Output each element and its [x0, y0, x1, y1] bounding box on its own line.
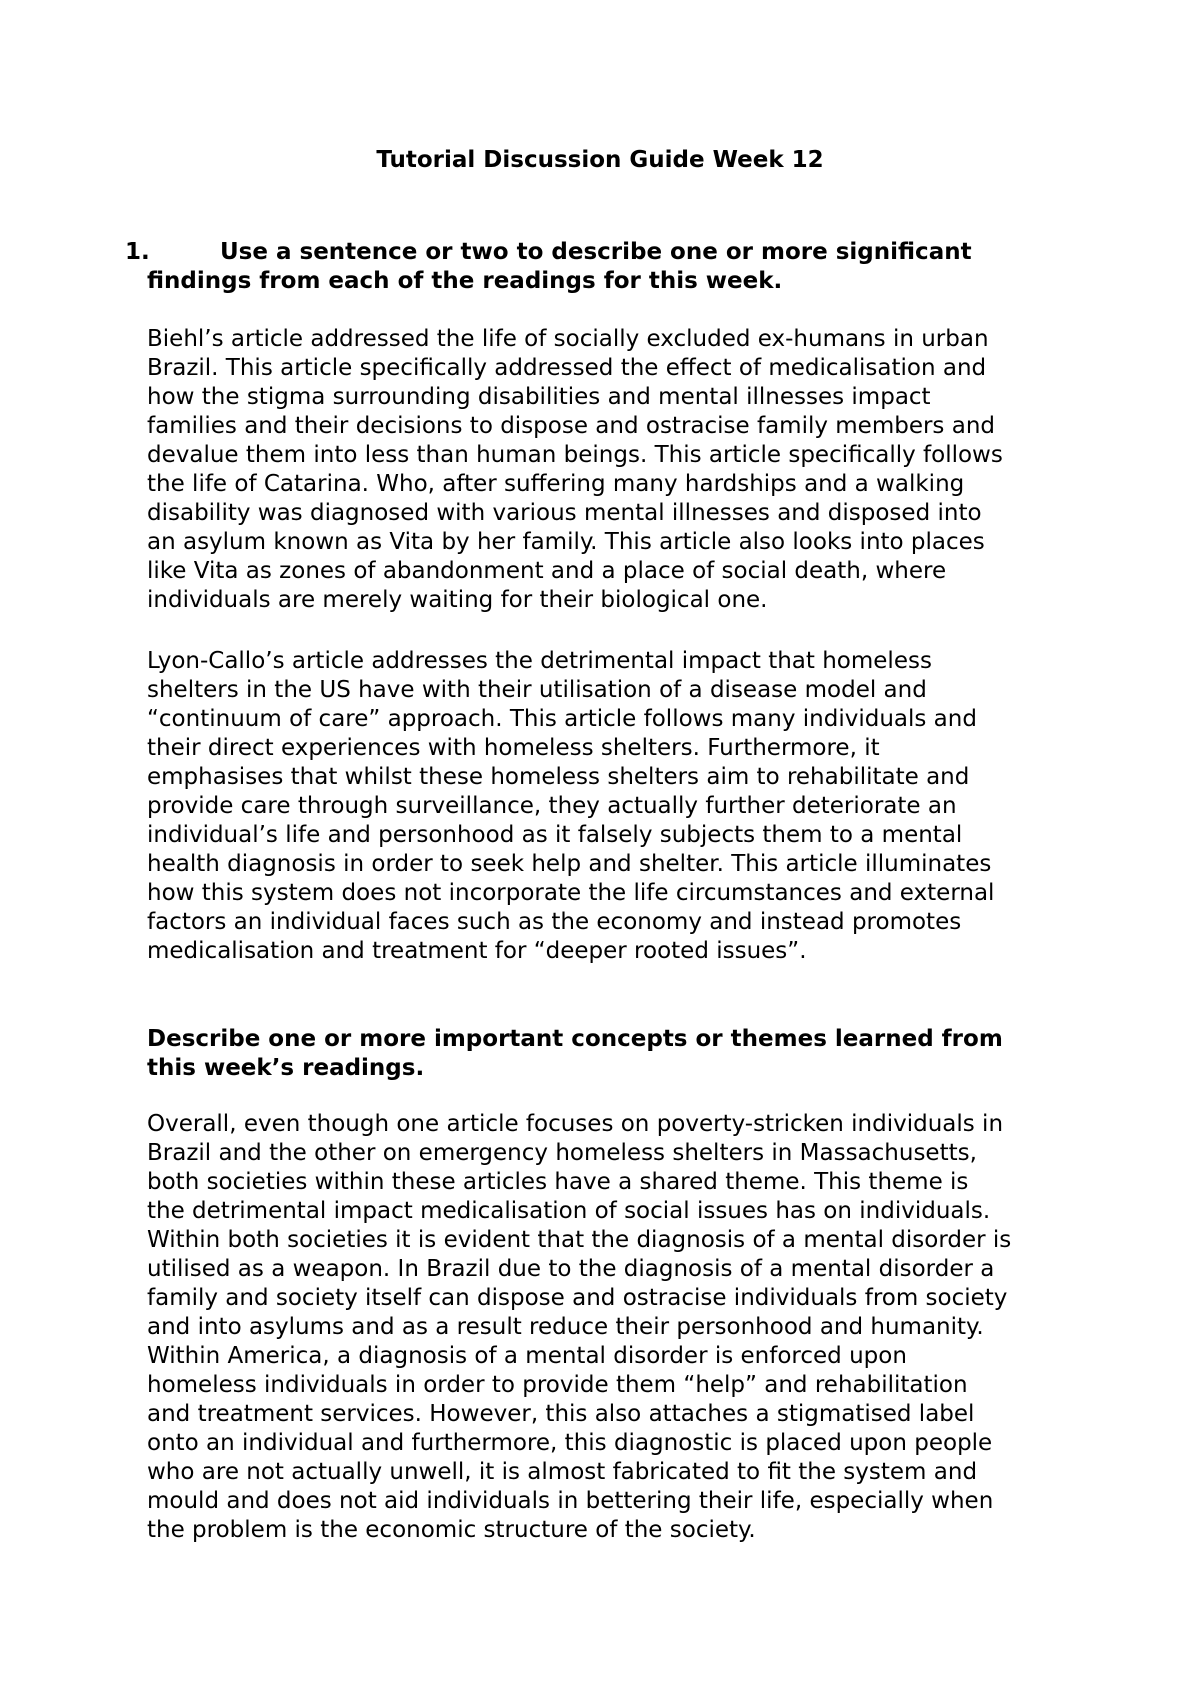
- answer-paragraph-biehl: Biehl’s article addressed the life of socially excluded ex-humans in urban Brazil. This article specifically addressed the effect of medicalisation and how the stigma surrounding disabilities and mental illnesses impact families and their decisions to dispose and ostracise family members and devalue them into less than human beings. This article specifically follows the life of Catarina. Who, after suffering many hardships and a walking disability was diagnosed with various mental illnesses and disposed into an asylum known as Vita by her family. This article also looks into places like Vita as zones of abandonment and a place of social death, where individuals are merely waiting for their biological one.: [147, 326, 1003, 613]
- question-1-text: Use a sentence or two to describe one or more significant findings from each of the readings for this week.: [147, 239, 972, 294]
- question-2-heading: Describe one or more important concepts or themes learned from this week’s readings.: [147, 1026, 1003, 1081]
- answer-paragraph-lyon-callo: Lyon-Callo’s article addresses the detrimental impact that homeless shelters in the US have with their utilisation of a disease model and “continuum of care” approach. This article follows many individuals and their direct experiences with homeless shelters. Furthermore, it emphasises that whilst these homeless shelters aim to rehabilitate and provide care through surveillance, they actually further deteriorate an individual’s life and personhood as it falsely subjects them to a mental health diagnosis in order to seek help and shelter. This article illuminates how this system does not incorporate the life circumstances and external factors an individual faces such as the economy and instead promotes medicalisation and treatment for “deeper rooted issues”.: [147, 648, 995, 964]
- question-1-number: 1.: [125, 239, 150, 265]
- document-title: Tutorial Discussion Guide Week 12: [376, 147, 824, 173]
- question-1: [125, 238, 1067, 296]
- answer-paragraph-themes: Overall, even though one article focuses on poverty-stricken individuals in Brazil and the other on emergency homeless shelters in Massachusetts, both societies within these articles have a shared theme. This theme is the detrimental impact medicalisation of social issues has on individuals. Within both societies it is evident that the diagnosis of a mental disorder is utilised as a weapon. In Brazil due to the diagnosis of a mental disorder a family and society itself can dispose and ostracise individuals from society and into asylums and as a result reduce their personhood and humanity. Within America, a diagnosis of a mental disorder is enforced upon homeless individuals in order to provide them “help” and rehabilitation and treatment services. However, this also attaches a stigmatised label onto an individual and furthermore, this diagnostic is placed upon people who are not actually unwell, it is almost fabricated to fit the system and mould and does not aid individuals in bettering their life, especially when the problem is the economic structure of the society.: [147, 1111, 1012, 1543]
